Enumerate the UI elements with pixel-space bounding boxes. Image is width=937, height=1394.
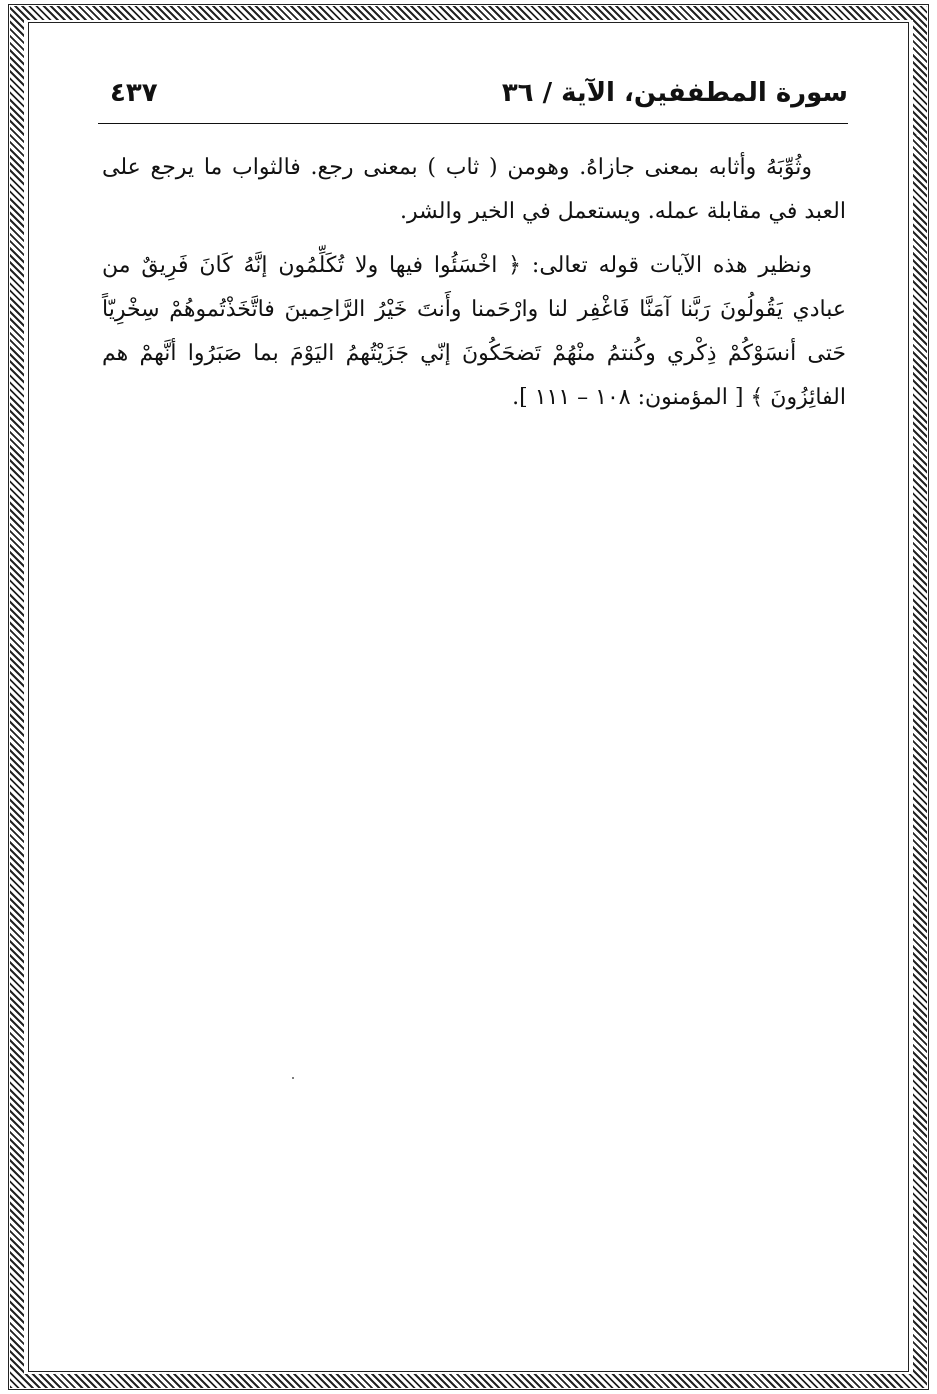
running-title: سورة المطففين، الآية / ٣٦ — [501, 78, 848, 108]
scan-speck — [292, 1077, 294, 1079]
page-header — [96, 70, 848, 120]
body-text — [102, 146, 846, 430]
paragraph-thawab-definition: وثُوِّبَهُ وأثابه بمعنى جازاهُ. وهومن ( ثاب ) بمعنى رجع. فالثواب ما يرجع على العبد في مقابلة عمله. ويستعمل في الخير والشر. — [102, 155, 846, 224]
page-number: ٤٣٧ — [110, 78, 158, 108]
header-rule — [98, 123, 848, 124]
paragraph-quran-quote: ونظير هذه الآيات قوله تعالى: ﴿ اخْسَئُوا فيها ولا تُكَلِّمُون إنَّهُ كَانَ فَرِيقٌ من عبادي يَقُولُونَ رَبَّنا آمَنَّا فَاغْفِر لنا وارْحَمنا وأَنتَ خَيْرُ الرَّاحِمينَ فاتَّخَذْتُموهُمْ سِخْرِيّاً حَتى أنسَوْكُمْ ذِكْري وكُنتمُ منْهُمْ تَضحَكُونَ إنّي جَزَيْتُهمُ اليَوْمَ بما صَبَرُوا أنَّهمْ هم الفائِزُونَ ﴾ [ المؤمنون: ١٠٨ – ١١١ ]. — [102, 253, 846, 410]
